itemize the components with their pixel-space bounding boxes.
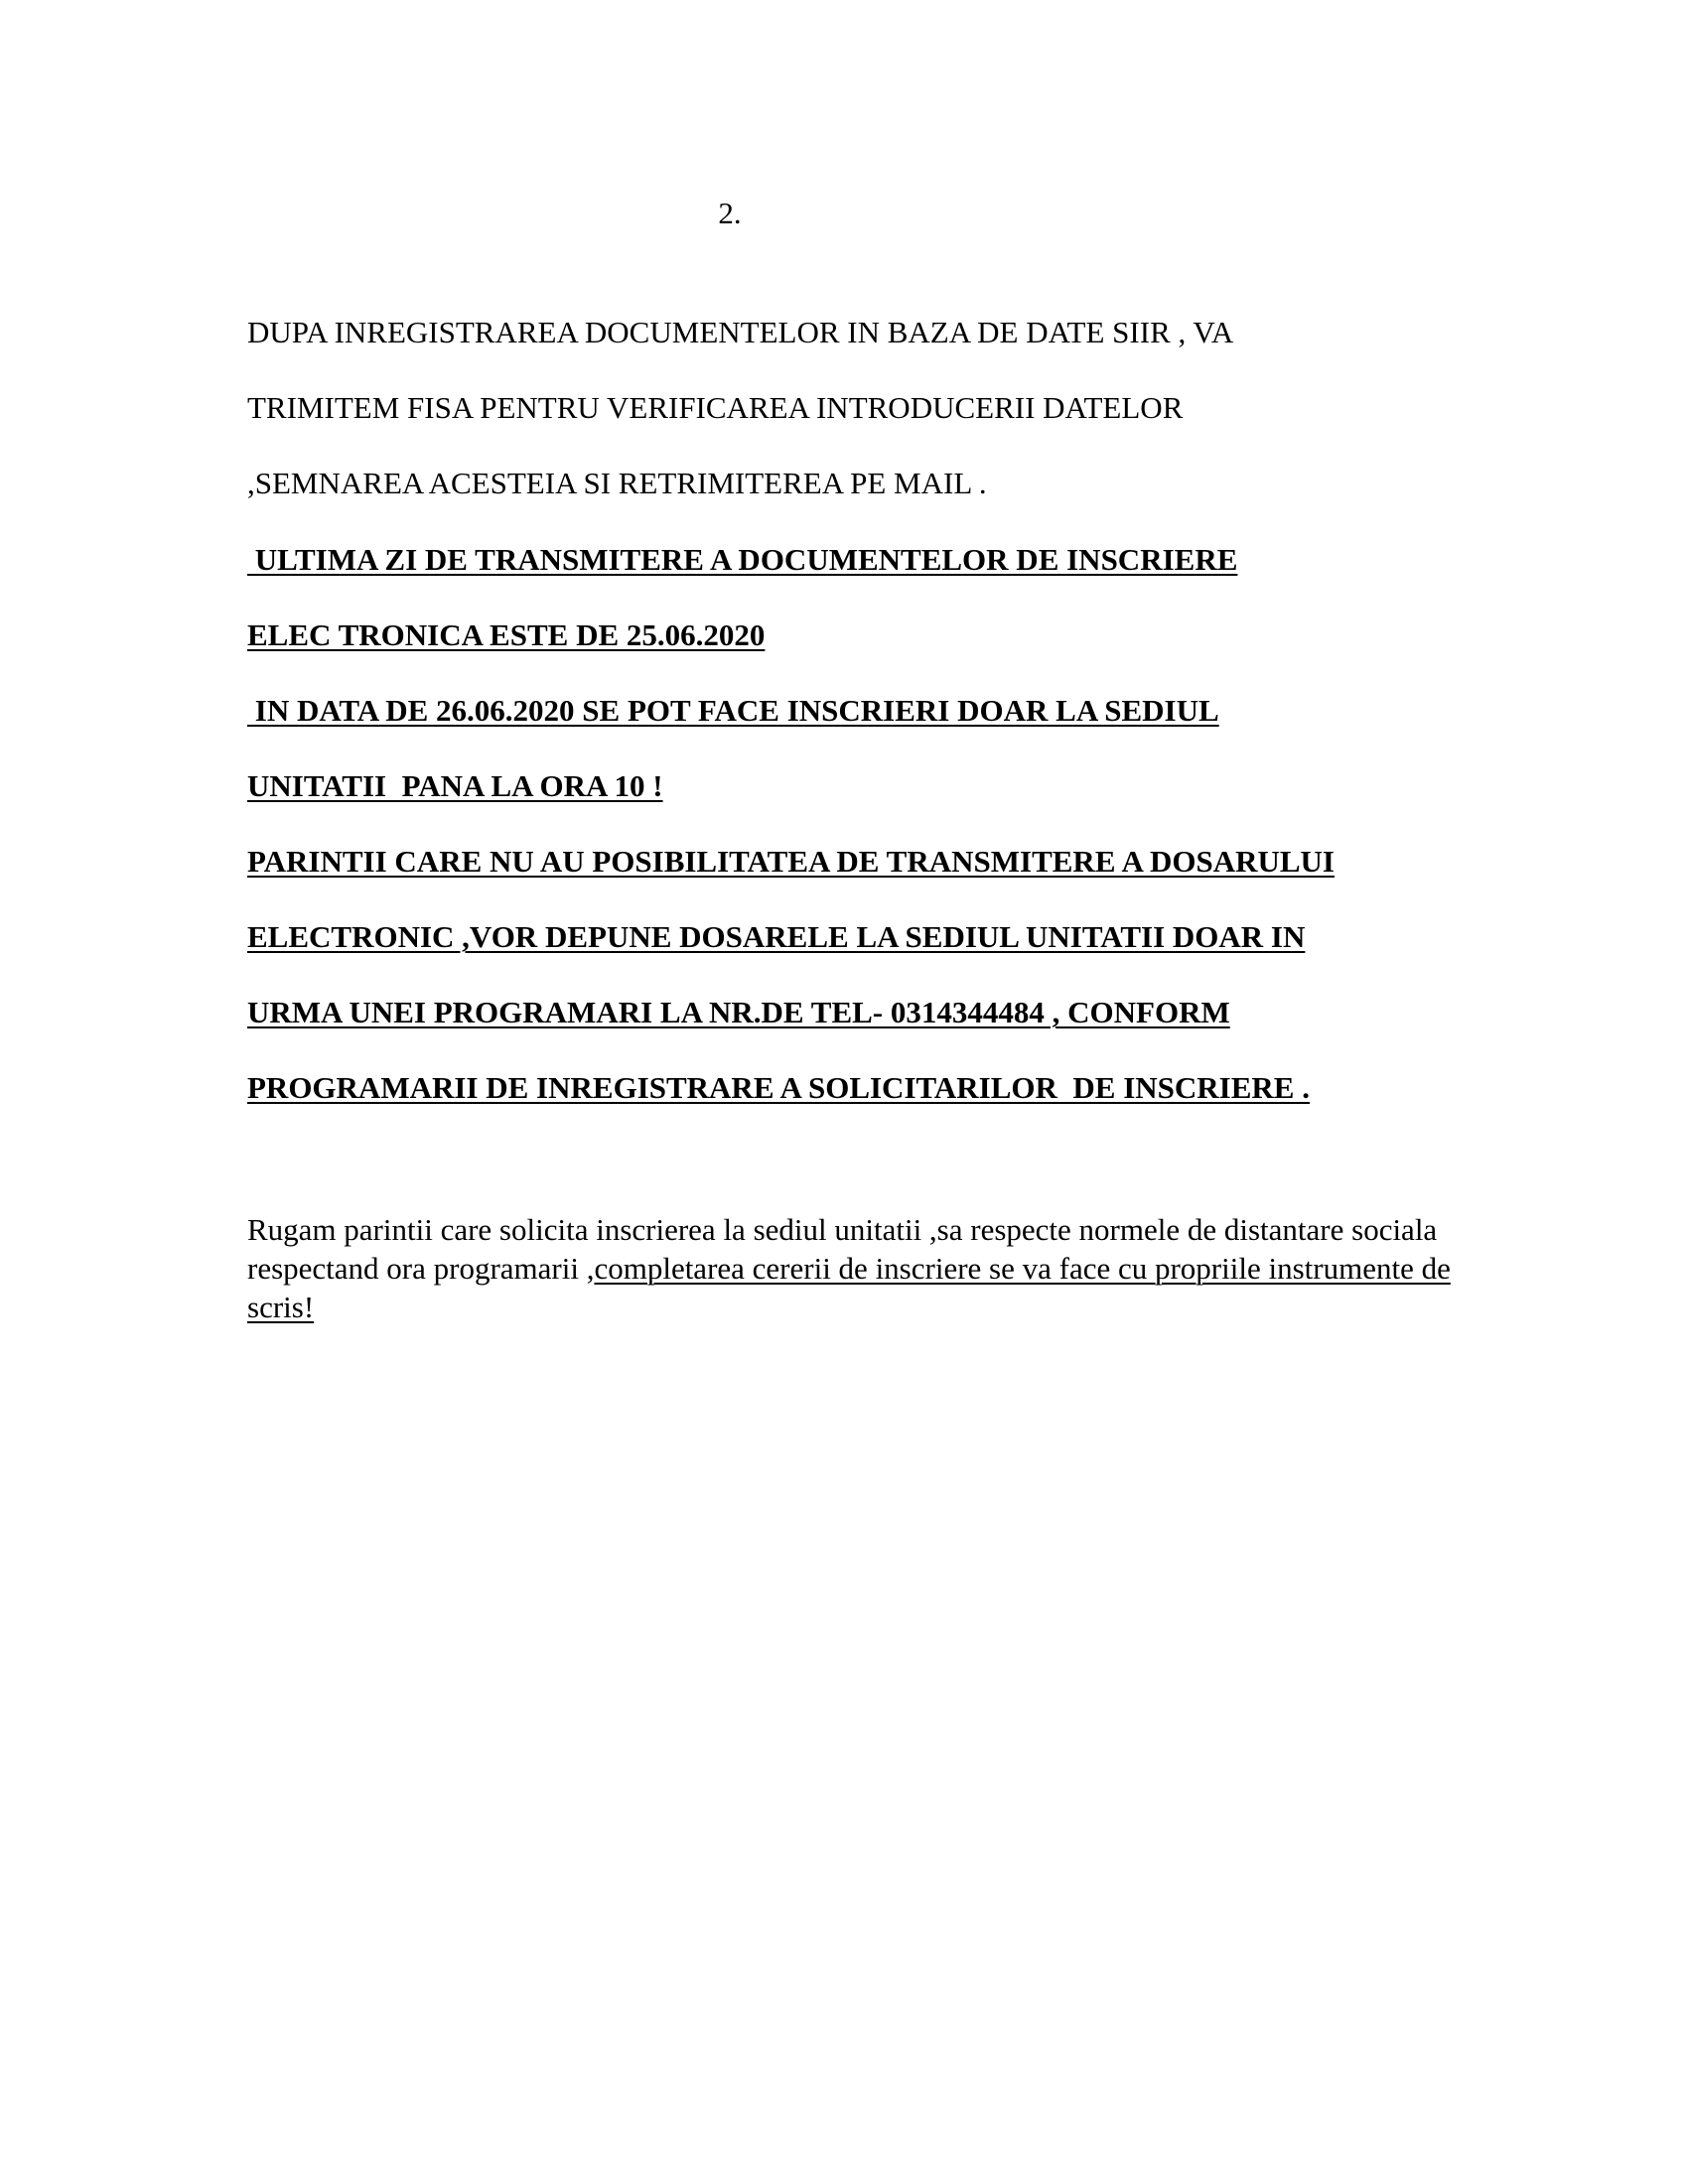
important-line: IN DATA DE 26.06.2020 SE POT FACE INSCRIERI DOAR LA SEDIUL bbox=[247, 693, 1219, 728]
intro-line: ,SEMNAREA ACESTEIA SI RETRIMITEREA PE MAIL . bbox=[247, 466, 987, 500]
important-line: PROGRAMARII DE INREGISTRARE A SOLICITARILOR DE INSCRIERE . bbox=[247, 1070, 1310, 1105]
important-line: PARINTII CARE NU AU POSIBILITATEA DE TRANSMITERE A DOSARULUI bbox=[247, 844, 1335, 879]
important-line: URMA UNEI PROGRAMARI LA NR.DE TEL- 0314344484 , CONFORM bbox=[247, 995, 1230, 1029]
important-line: UNITATII PANA LA ORA 10 ! bbox=[247, 768, 663, 803]
intro-line: TRIMITEM FISA PENTRU VERIFICAREA INTRODUCERII DATELOR bbox=[247, 390, 1184, 425]
closing-note-plain: Rugam parintii care solicita inscrierea la sediul unitatii ,sa respecte normele de distantare sociala respectand ora programarii , bbox=[247, 1212, 1438, 1286]
closing-note bbox=[247, 1210, 1469, 1326]
closing-note-underlined: completarea cererii de inscriere se va face cu propriile instrumente de scris! bbox=[247, 1251, 1451, 1324]
page-number: 2. bbox=[718, 196, 742, 230]
intro-line: DUPA INREGISTRAREA DOCUMENTELOR IN BAZA DE DATE SIIR , VA bbox=[247, 315, 1234, 349]
important-line: ELECTRONIC ,VOR DEPUNE DOSARELE LA SEDIUL UNITATII DOAR IN bbox=[247, 919, 1306, 954]
important-line: ELEC TRONICA ESTE DE 25.06.2020 bbox=[247, 617, 766, 652]
important-line: ULTIMA ZI DE TRANSMITERE A DOCUMENTELOR DE INSCRIERE bbox=[247, 542, 1238, 577]
